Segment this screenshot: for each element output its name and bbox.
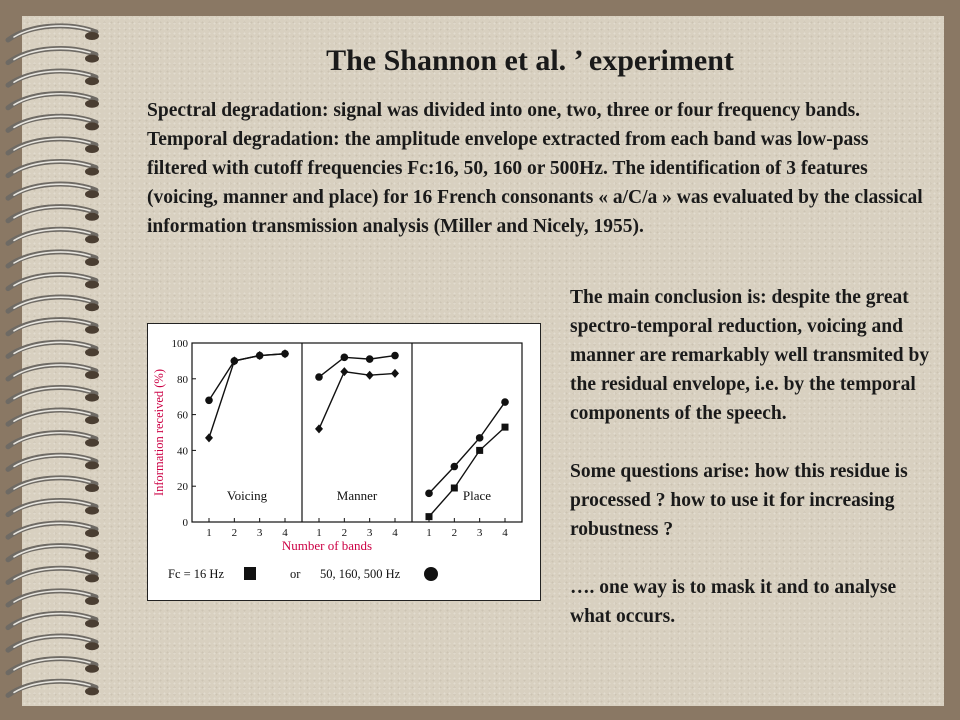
y-tick-label: 80: [177, 373, 188, 386]
data-point-square: [476, 447, 483, 454]
data-point-diamond: [391, 369, 399, 378]
conclusion-paragraph: The main conclusion is: despite the great spectro-temporal reduction, voicing and manner are remarkably well transmited by the residual envelope, i.e. by the temporal components of the speech.: [570, 287, 930, 424]
series-line: [209, 354, 285, 401]
series-line: [429, 402, 505, 493]
data-point-circle: [425, 490, 433, 498]
series-line: [429, 427, 505, 517]
x-tick-label: 3: [256, 527, 263, 539]
data-point-circle: [205, 396, 213, 404]
data-point-circle: [366, 355, 374, 363]
results-figure: [147, 323, 541, 601]
data-point-circle: [281, 350, 289, 358]
binding-hole: [85, 281, 99, 289]
y-axis-label: Information received (%): [152, 368, 166, 497]
data-point-circle: [391, 352, 399, 360]
y-tick-label: 100: [171, 338, 188, 350]
legend-label-16hz: Fc = 16 Hz: [168, 567, 224, 581]
binding-hole: [85, 642, 99, 650]
binding-hole: [85, 303, 99, 311]
x-tick-label: 2: [451, 527, 458, 539]
y-tick-label: 40: [177, 445, 188, 458]
data-point-diamond: [340, 367, 348, 376]
legend-circle-marker: [424, 567, 438, 581]
panel-name: Voicing: [226, 488, 268, 503]
binding-hole: [85, 32, 99, 40]
x-tick-label: 2: [341, 527, 348, 539]
legend-or: or: [290, 567, 301, 581]
binding-hole: [85, 552, 99, 560]
binding-hole: [85, 371, 99, 379]
x-tick-label: 3: [476, 527, 483, 539]
series-line: [319, 372, 395, 429]
binding-hole: [85, 416, 99, 424]
binding-hole: [85, 394, 99, 402]
binding-hole: [85, 529, 99, 537]
binding-hole: [85, 213, 99, 221]
data-point-square: [451, 484, 458, 491]
y-tick-label: 60: [177, 409, 188, 422]
x-tick-label: 4: [502, 527, 508, 539]
binding-hole: [85, 620, 99, 628]
y-tick-label: 20: [177, 481, 188, 494]
binding-hole: [85, 507, 99, 515]
data-point-diamond: [315, 424, 323, 433]
x-tick-label: 1: [426, 527, 432, 539]
data-point-square: [502, 424, 509, 431]
binding-hole: [85, 484, 99, 492]
x-tick-label: 1: [206, 527, 212, 539]
intro-paragraph: Spectral degradation: signal was divided into one, two, three or four frequency bands. Temporal degradation: the amplitude envelope extracted from each band was low-pass filtered with cutoff frequencies Fc:16, 50, 160 or 500Hz. The identification of 3 features (voicing, manner and place) for 16 French consonants « a/C/a » was evaluated by the classical information transmission analysis (Miller and Nicely, 1955).: [147, 100, 923, 237]
binding-hole: [85, 145, 99, 153]
spiral-binding: [0, 0, 110, 720]
binding-hole: [85, 100, 99, 108]
x-tick-label: 4: [392, 527, 398, 539]
data-point-circle: [451, 463, 459, 471]
binding-hole: [85, 235, 99, 243]
binding-hole: [85, 439, 99, 447]
x-tick-label: 1: [316, 527, 322, 539]
x-tick-label: 3: [366, 527, 373, 539]
data-point-diamond: [366, 371, 374, 380]
x-tick-label: 2: [231, 527, 238, 539]
binding-hole: [85, 597, 99, 605]
binding-hole: [85, 77, 99, 85]
data-point-circle: [341, 354, 349, 362]
series-line: [209, 354, 285, 438]
binding-hole: [85, 461, 99, 469]
x-axis-label: Number of bands: [281, 538, 373, 553]
closing-paragraph: …. one way is to mask it and to analyse what occurs.: [570, 577, 897, 627]
data-point-circle: [501, 398, 509, 406]
questions-paragraph: Some questions arise: how this residue is processed ? how to use it for increasing robustness ?: [570, 461, 908, 540]
data-point-circle: [231, 357, 239, 365]
binding-hole: [85, 687, 99, 695]
y-tick-label: 0: [182, 517, 188, 529]
data-point-square: [426, 513, 433, 520]
binding-hole: [85, 122, 99, 130]
binding-hole: [85, 258, 99, 266]
binding-hole: [85, 348, 99, 356]
legend-label-other: 50, 160, 500 Hz: [320, 567, 401, 581]
binding-hole: [85, 574, 99, 582]
binding-hole: [85, 168, 99, 176]
data-point-diamond: [205, 433, 213, 442]
side-text: [570, 283, 930, 631]
binding-hole: [85, 190, 99, 198]
slide-title: The Shannon et al. ’ experiment: [326, 44, 734, 77]
data-point-circle: [476, 434, 484, 442]
panel-name: Manner: [336, 488, 378, 503]
binding-hole: [85, 55, 99, 63]
binding-hole: [85, 326, 99, 334]
x-tick-label: 4: [282, 527, 288, 539]
results-chart: [148, 324, 540, 600]
panel-name: Place: [462, 488, 492, 503]
data-point-circle: [256, 352, 264, 360]
data-point-circle: [315, 373, 323, 381]
binding-hole: [85, 665, 99, 673]
legend-square-marker: [244, 567, 256, 580]
